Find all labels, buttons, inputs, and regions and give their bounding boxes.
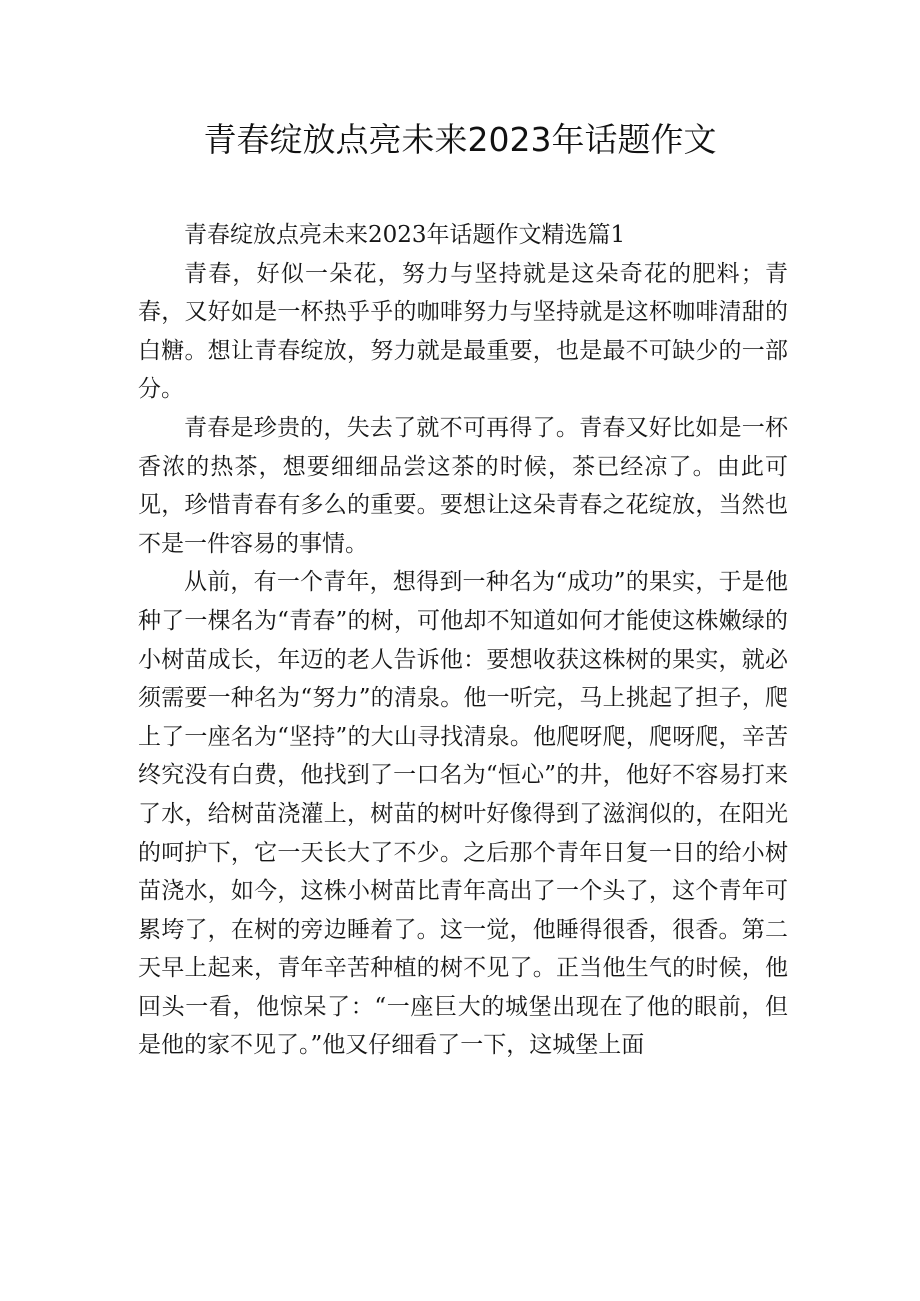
essay-subtitle: 青春绽放点亮未来2023年话题作文精选篇1	[184, 222, 626, 248]
paragraph-1: 青春，好似一朵花，努力与坚持就是这朵奇花的肥料；青春，又好如是一杯热乎乎的咖啡努力与坚持就是这杯咖啡清甜的白糖。想让青春绽放，努力就是最重要，也是最不可缺少的一部分。	[138, 260, 788, 403]
document-body	[138, 216, 788, 1065]
paragraph-2: 青春是珍贵的，失去了就不可再得了。青春又好比如是一杯香浓的热茶，想要细细品尝这茶的时候，茶已经凉了。由此可见，珍惜青春有多么的重要。要想让这朵青春之花绽放，当然也不是一件容易的事情。	[138, 414, 788, 557]
document-title: 青春绽放点亮未来2023年话题作文	[203, 120, 717, 159]
paragraph-3: 从前，有一个青年，想得到一种名为“成功”的果实，于是他种了一棵名为“青春”的树，可他却不知道如何才能使这株嫩绿的小树苗成长，年迈的老人告诉他：要想收获这株树的果实，就必须需要一种名为“努力”的清泉。他一听完，马上挑起了担子，爬上了一座名为“坚持”的大山寻找清泉。他爬呀爬，爬呀爬，辛苦终究没有白费，他找到了一口名为“恒心”的井，他好不容易打来了水，给树苗浇灌上，树苗的树叶好像得到了滋润似的，在阳光的呵护下，它一天长大了不少。之后那个青年日复一日的给小树苗浇水，如今，这株小树苗比青年高出了一个头了，这个青年可累垮了，在树的旁边睡着了。这一觉，他睡得很香，很香。第二天早上起来，青年辛苦种植的树不见了。正当他生气的时候，他回头一看，他惊呆了：“一座巨大的城堡出现在了他的眼前，但是他的家不见了。”他又仔细看了一下，这城堡上面	[138, 569, 788, 1059]
